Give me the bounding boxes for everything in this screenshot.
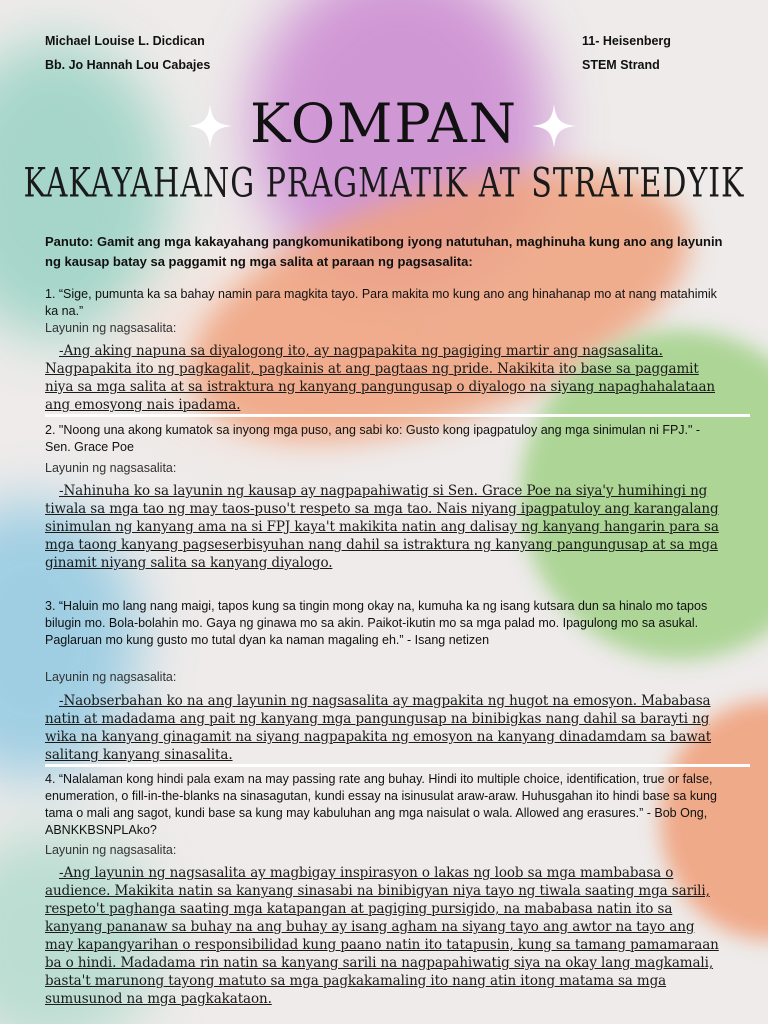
- answer-label-4: Layunin ng nagsasalita:: [45, 843, 177, 857]
- page-subtitle: KAKAYAHANG PRAGMATIK AT STRATEDYIK: [23, 160, 745, 208]
- section-label: 11- Heisenberg: [582, 34, 671, 48]
- answer-label-2: Layunin ng nagsasalita:: [45, 461, 177, 475]
- question-1: 1. “Sige, pumunta ka sa bahay namin para magkita tayo. Para makita mo kung ano ang hinahanap mo at nang matahimik ka na.”: [45, 287, 717, 318]
- question-2: 2. "Noong una akong kumatok sa inyong mga puso, ang sabi ko: Gusto kong ipagpatuloy ang mga sinimulan ni FPJ." - Sen. Grace Poe: [45, 423, 701, 454]
- question-3: 3. “Haluin mo lang nang maigi, tapos kung sa tingin mong okay na, kumuha ka ng isang kutsara dun sa hinalo mo tapos bilugin mo. Bola-bolahin mo. Gaya ng ginawa mo sa akin. Paikot-ikutin mo sa mga palad mo. Ipagulong mo sa asukal. Paglaruan mo kung gusto mo tutal dyan ka naman magaling eh.” - Isang netizen: [45, 599, 708, 647]
- student-name: Michael Louise L. Dicdican: [45, 34, 205, 48]
- answer-label-3: Layunin ng nagsasalita:: [45, 670, 177, 684]
- instructions: Panuto: Gamit ang mga kakayahang pangkomunikatibong iyong natutuhan, maghinuha kung ano ang layunin ng kausap batay sa paggamit ng mga salita at paraan ng pagsasalita:: [45, 234, 723, 269]
- sparkle-icon: [530, 102, 578, 150]
- answer-4: -Ang layunin ng nagsasalita ay magbigay inspirasyon o lakas ng loob sa mga mambabasa o audience. Makikita natin sa kanyang sinasabi na binibigyan niya tayo ng tiwala saating mga sarili, respeto't paghanga saating mga katapangan at pagiging pursigido, na mababasa natin ito sa kanyang pananaw sa buhay na ang buhay ay isang agham na siyang tayo ang awtor na tayo ang may kapangyarihan o responsibilidad kung paano natin ito tatapusin, kung sa tamang pamamaraan ba o hindi. Madadama rin natin sa kanyang sarili na nagpapahiwatig siya na okay lang magkamali, basta't marunong tayong matuto sa mga pagkakamaling ito nang atin itong matama sa mga sumusunod na mga pagkakataon.: [45, 865, 719, 1007]
- strand-label: STEM Strand: [582, 58, 660, 72]
- page-title: KOMPAN: [249, 92, 519, 155]
- teacher-name: Bb. Jo Hannah Lou Cabajes: [45, 58, 211, 72]
- answer-3: -Naobserbahan ko na ang layunin ng nagsasalita ay magpakita ng hugot na emosyon. Mababasa natin at madadama ang pait ng kanyang mga pangungusap na binibigkas nang dahil sa barayti ng wika na kanyang ginagamit na siyang nagpapakita ng emosyon na kanyang dinadamdam sa bawat salitang kanyang sinasalita.: [45, 693, 712, 763]
- answer-2: -Nahinuha ko sa layunin ng kausap ay nagpapahiwatig si Sen. Grace Poe na siya'y humihingi ng tiwala sa mga tao ng may taos-puso't respeto sa mga tao. Nais niyang ipagpatuloy ang karangalang sinimulan ng kanyang ama na si FPJ kaya't makikita natin ang dalisay ng kanyang hangarin para sa mga taong kanyang pagseserbisyuhan nang dahil sa istraktura ng kanyang pangungusap at sa mga ginamit niyang salita sa kanyang diyalogo.: [45, 483, 719, 571]
- answer-label-1: Layunin ng nagsasalita:: [45, 321, 177, 335]
- question-4: 4. “Nalalaman kong hindi pala exam na may passing rate ang buhay. Hindi ito multiple choice, identification, true or false, enumeration, o fill-in-the-blanks na sinasagutan, kundi essay na isinusulat araw-araw. Huhusgahan ito hindi base sa kung tama o mali ang sagot, kundi base sa kung may kabuluhan ang mga naisulat o wala. Allowed ang erasures.” - Bob Ong, ABNKKBSNPLAko?: [45, 772, 717, 837]
- section-divider: [45, 764, 750, 767]
- sparkle-icon: [186, 102, 234, 150]
- title-row: [0, 92, 768, 156]
- answer-1: -Ang aking napuna sa diyalogong ito, ay nagpapakita ng pagiging martir ang nagsasalita. Nagpapakita ito ng pagkagalit, pagkainis at ang pagtaas ng pride. Nakikita ito base sa paggamit niya sa mga salita at sa istraktura ng kanyang pangungusap o diyalogo na siyang napaghahalataan ang emosyong nais ipadama.: [45, 343, 716, 413]
- section-divider: [45, 414, 750, 417]
